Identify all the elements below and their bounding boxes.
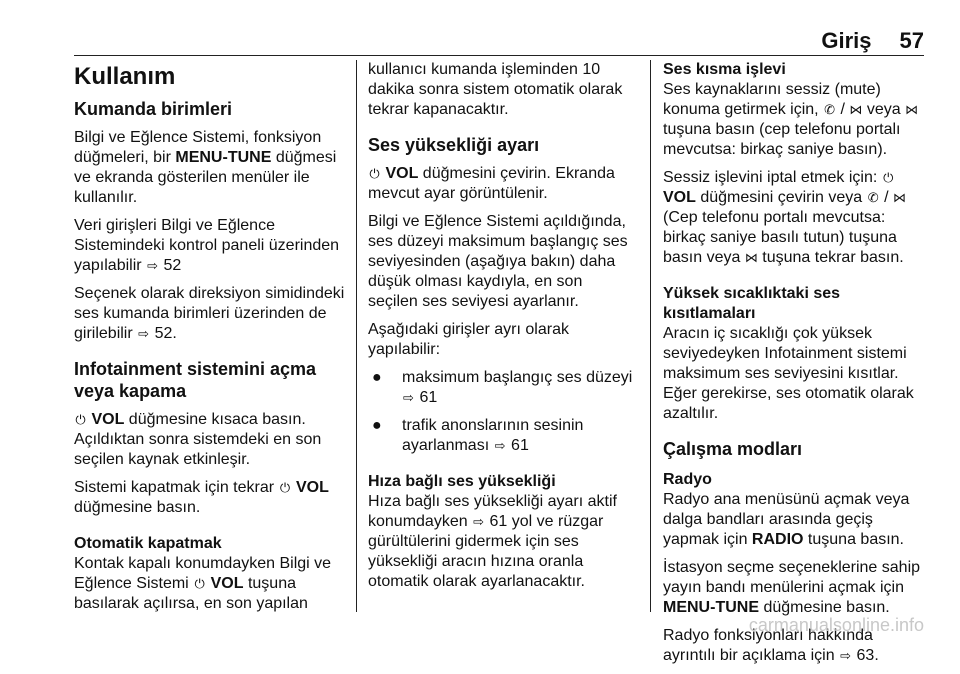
paragraph: Radyo fonksiyonları hakkında ayrıntılı bir açıklama için ⇨ 63. [663,627,879,664]
arrow-reference-icon: ⇨ [473,514,485,529]
column-divider-2 [650,60,651,612]
paragraph: Sistemi kapatmak için tekrar ⏻ VOL düğmesine basın. [74,479,329,516]
heading-speed-volume: Hıza bağlı ses yüksekliği [368,473,556,490]
section-title: Giriş [821,28,872,53]
column-3 [663,60,925,674]
paragraph: Seçenek olarak direksiyon simidindeki ses kumanda birimleri üzerinden de girilebilir ⇨ 52. [74,285,345,342]
arrow-reference-icon: ⇨ [840,648,852,663]
paragraph: kullanıcı kumanda işleminden 10 dakika sonra sistem otomatik olarak tekrar kapanacaktır. [368,61,623,118]
heading-high-temp: Yüksek sıcaklıktaki ses kısıtlamaları [663,285,841,322]
paragraph: Ses kaynaklarını sessiz (mute) konuma getirmek için, ✆ / ⋈ veya ⋈ tuşuna basın (cep telefonu portalı mevcutsa: birkaç saniye basın). [663,81,919,158]
heading-radio: Radyo [663,471,712,488]
phone-icon: ✆ [824,102,836,117]
subheading-power: Infotainment sistemini açma veya kapama [74,359,317,401]
paragraph: Bilgi ve Eğlence Sistemi açıldığında, ses düzeyi maksimum başlangıç ses seviyesinden (aşağıya bakın) daha düşük olması kaydıyla, en son seçilen ses seviyesi ayarlanır. [368,213,628,310]
list-item: ● trafik anonslarının sesinin ayarlanması ⇨ 61 [372,417,584,454]
arrow-reference-icon: ⇨ [147,258,158,273]
column-2 [368,60,636,600]
subheading-volume: Ses yüksekliği ayarı [368,135,540,155]
list-item: ● maksimum başlangıç ses düzeyi ⇨ 61 [372,369,633,406]
paragraph: ⏻ VOL düğmesine kısaca basın. Açıldıktan sonra sistemdeki en son seçilen kaynak etkinleşir. [74,411,322,468]
arrow-reference-icon: ⇨ [494,438,506,453]
paragraph: Radyo ana menüsünü açmak veya dalga bandları arasında geçiş yapmak için RADIO tuşuna basın. [663,491,910,548]
subheading-modes: Çalışma modları [663,439,803,459]
paragraph: Hıza bağlı ses yüksekliği ayarı aktif konumdayken ⇨ 61 yol ve rüzgar gürültülerini gidermek için ses yüksekliği aracın hızına oranla otomatik olarak ayarlanacaktır. [368,493,617,590]
chapter-title: Kullanım [74,63,176,90]
heading-mute: Ses kısma işlevi [663,61,786,78]
header-rule [74,55,924,56]
column-divider-1 [356,60,357,612]
paragraph: Bilgi ve Eğlence Sistemi, fonksiyon düğmeleri, bir MENU-TUNE düğmesi ve ekranda gösterilen menüler ile kullanılır. [74,129,337,206]
paragraph: İstasyon seçme seçeneklerine sahip yayın bandı menülerini açmak için MENU-TUNE düğmesine basın. [663,559,921,616]
mute-icon: ⋈ [744,250,758,265]
power-icon: ⏻ [279,480,291,495]
paragraph: Kontak kapalı konumdayken Bilgi ve Eğlence Sistemi ⏻ VOL tuşuna basılarak açılırsa, en son yapılan [74,555,332,612]
paragraph: ⏻ VOL düğmesini çevirin. Ekranda mevcut ayar görüntülenir. [368,165,615,202]
mute-icon: ⋈ [849,102,863,117]
power-icon: ⏻ [883,170,894,185]
paragraph: Sessiz işlevini iptal etmek için: ⏻ VOL düğmesini çevirin veya ✆ / ⋈ (Cep telefonu portalı mevcutsa: birkaç saniye basılı tutun) tuşuna basın veya ⋈ tuşuna tekrar basın. [663,169,906,266]
page-header [821,26,924,54]
power-icon: ⏻ [194,576,205,591]
arrow-reference-icon: ⇨ [403,390,414,405]
phone-icon: ✆ [867,190,879,205]
page-number: 57 [899,28,924,53]
subheading-controls: Kumanda birimleri [74,99,233,119]
mute-icon: ⋈ [892,190,906,205]
paragraph: Veri girişleri Bilgi ve Eğlence Sistemindeki kontrol paneli üzerinden yapılabilir ⇨ 52 [74,217,340,274]
heading-auto-off: Otomatik kapatmak [74,535,222,552]
paragraph: Aşağıdaki girişler ayrı olarak yapılabilir: [368,321,569,358]
arrow-reference-icon: ⇨ [138,326,150,341]
power-icon: ⏻ [75,412,86,427]
paragraph: Aracın iç sıcaklığı çok yüksek seviyedeyken Infotainment sistemi maksimum ses seviyesini kısıtlar. Eğer gerekirse, ses otomatik olarak azaltılır. [663,325,914,422]
power-icon: ⏻ [369,166,380,181]
column-1 [74,60,346,622]
watermark: carmanualsonline.info [748,615,924,635]
mute-icon: ⋈ [905,102,919,117]
